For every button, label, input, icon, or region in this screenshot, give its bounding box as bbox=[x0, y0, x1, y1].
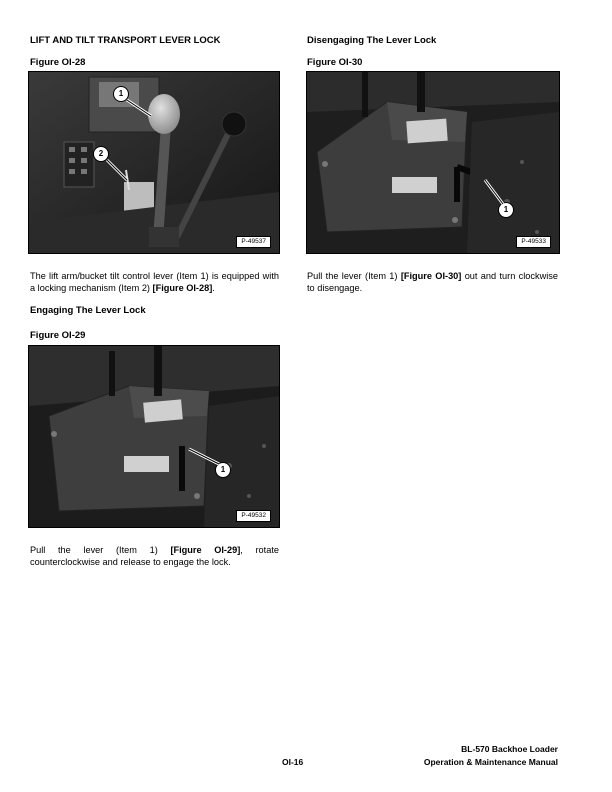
paragraph-text: Pull the lever (Item 1) bbox=[30, 545, 171, 555]
callout-item-1: 1 bbox=[215, 462, 231, 478]
disengaging-lever-lock-title: Disengaging The Lever Lock bbox=[307, 35, 437, 46]
figure-oi-30-label: Figure OI-30 bbox=[307, 57, 363, 68]
callout-item-1: 1 bbox=[498, 202, 514, 218]
photo-id-p49533: P-49533 bbox=[516, 236, 551, 248]
manual-title-line2: Operation & Maintenance Manual bbox=[423, 757, 558, 767]
figure-oi-29-photo bbox=[28, 345, 280, 528]
figure-ref-oi-30: [Figure OI-30] bbox=[400, 271, 462, 281]
figure-oi-29-label: Figure OI-29 bbox=[30, 330, 86, 341]
photo-id-p49532: P-49532 bbox=[236, 510, 271, 522]
paragraph-lever-lock-intro bbox=[30, 270, 279, 294]
figure-oi-28-label: Figure OI-28 bbox=[30, 57, 86, 68]
paragraph-text: Pull the lever (Item 1) bbox=[307, 271, 401, 281]
paragraph-text-end: out and turn clockwise to disengage. bbox=[307, 271, 558, 293]
figure-ref-oi-29: [Figure OI-29] bbox=[170, 545, 241, 555]
callout-item-2: 2 bbox=[93, 146, 109, 162]
figure-oi-30-photo bbox=[306, 71, 560, 254]
photo-id-p49537: P-49537 bbox=[236, 236, 271, 248]
page-number: OI-16 bbox=[282, 757, 304, 767]
paragraph-disengage-lock bbox=[307, 270, 558, 294]
paragraph-text-end: . bbox=[212, 283, 215, 293]
figure-oi-28-photo bbox=[28, 71, 280, 254]
callout-item-1: 1 bbox=[113, 86, 129, 102]
engaging-lever-lock-title: Engaging The Lever Lock bbox=[30, 305, 146, 316]
section-title-lever-lock: LIFT AND TILT TRANSPORT LEVER LOCK bbox=[30, 35, 221, 46]
figure-ref-oi-28: [Figure OI-28] bbox=[152, 283, 213, 293]
paragraph-text: The lift arm/bucket tilt control lever (Item 1) is equipped with a locking mechanism (Item 2) bbox=[30, 271, 279, 293]
manual-title-line1: BL-570 Backhoe Loader bbox=[461, 744, 558, 754]
paragraph-text-end: , rotate counterclockwise and release to engage the lock. bbox=[30, 545, 279, 567]
paragraph-engage-lock bbox=[30, 544, 279, 568]
